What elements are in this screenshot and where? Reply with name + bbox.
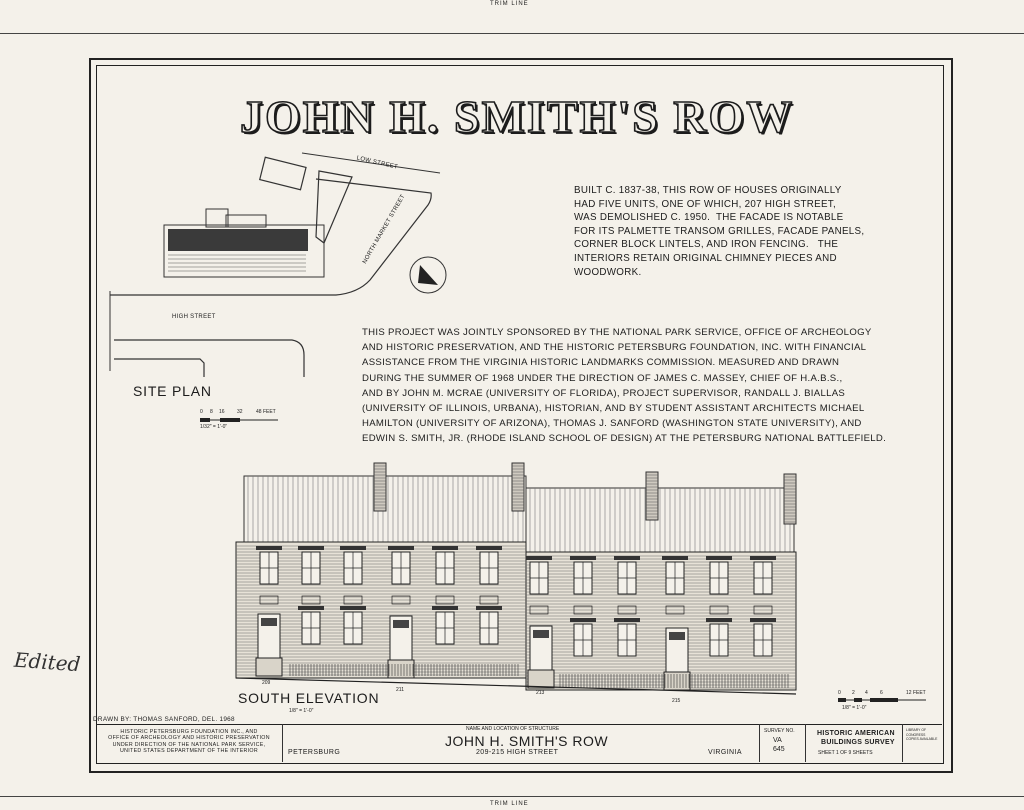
lintel [614, 556, 640, 560]
lintel [256, 546, 282, 550]
site-plan-scale-tick-16: 16 [219, 409, 225, 415]
library-line-1: LIBRARY OF CONGRESS [906, 728, 927, 737]
lintel [614, 618, 640, 622]
sponsor-block [100, 729, 278, 755]
door-steps [528, 670, 554, 688]
city-label: PETERSBURG [288, 749, 341, 756]
unit-number-215: 215 [672, 698, 681, 704]
transom [261, 618, 277, 626]
history-paragraph: BUILT C. 1837-38, THIS ROW OF HOUSES ORIGINALLY HAD FIVE UNITS, ONE OF WHICH, 207 HIGH STREET, WAS DEMOLISHED C. 1950. THE FACADE IS NOTABLE FOR ITS PALMETTE TRANSOM GRILLES, FACADE PANELS, CORNER BLOCK LINTELS, AND IRON FENCING. THE INTERIORS RETAIN ORIGINAL CHIMNEY PIECES AND WOODWORK. [574, 185, 865, 278]
elevation-scale-tick-12: 12 FEET [906, 690, 926, 696]
structure-address: 209-215 HIGH STREET [476, 749, 559, 756]
structure-name: JOHN H. SMITH'S ROW [445, 733, 609, 749]
library-line-2: COPIES AVAILABLE [906, 737, 938, 741]
sponsor-line-1: HISTORIC PETERSBURG FOUNDATION INC., AND [120, 729, 258, 735]
lintel [432, 546, 458, 550]
elevation-scale-bar [838, 697, 928, 705]
survey-no-label: SURVEY NO. [764, 728, 795, 734]
habs-line-1: HISTORIC AMERICAN [817, 730, 895, 737]
south-elevation-drawing [230, 458, 810, 698]
state-label: VIRGINIA [708, 749, 742, 756]
lintel [476, 546, 502, 550]
habs-line-2: BUILDINGS SURVEY [821, 739, 895, 746]
site-plan-scale-tick-8: 8 [210, 409, 213, 415]
elevation-scale-tick-2: 2 [852, 690, 855, 696]
lintel [570, 556, 596, 560]
title-block-divider-4 [902, 724, 903, 762]
trim-line-bottom-rule [0, 796, 1024, 797]
trim-line-top-rule [0, 33, 1024, 34]
drawn-by: DRAWN BY: THOMAS SANFORD, DEL. 1968 [93, 716, 235, 723]
title-block-divider-1 [282, 724, 283, 762]
transom [669, 632, 685, 640]
elevation-scale-tick-0: 0 [838, 690, 841, 696]
elevation-scale-tick-4: 4 [865, 690, 868, 696]
transom [393, 620, 409, 628]
site-plan-scale-tick-48: 48 FEET [256, 409, 276, 415]
door-steps [256, 658, 282, 676]
elevation-scale-tick-6: 6 [880, 690, 883, 696]
trim-line-bottom: TRIM LINE [490, 801, 529, 807]
site-plan-scale-note: 1/32" = 1'-0" [200, 424, 228, 430]
site-plan-scale-tick-0: 0 [200, 409, 203, 415]
sponsor-line-4: UNITED STATES DEPARTMENT OF THE INTERIOR [120, 748, 258, 755]
lintel [340, 546, 366, 550]
sponsor-line-2: OFFICE OF ARCHEOLOGY AND HISTORIC PRESERVATION [108, 735, 270, 742]
title-block-divider-3 [805, 724, 806, 762]
lintel [388, 546, 414, 550]
lintel [476, 606, 502, 610]
north-market-street-label: NORTH MARKET STREET [362, 193, 407, 265]
lintel [706, 556, 732, 560]
lintel [298, 606, 324, 610]
south-elevation-label: SOUTH ELEVATION [238, 690, 380, 706]
high-street-label: HIGH STREET [172, 314, 216, 320]
lintel [340, 606, 366, 610]
survey-no-state: VA [773, 737, 782, 744]
transom [533, 630, 549, 638]
lintel [526, 556, 552, 560]
lintel [432, 606, 458, 610]
name-location-header: NAME AND LOCATION OF STRUCTURE [466, 726, 560, 732]
survey-no-number: 645 [773, 746, 785, 753]
lintel [570, 618, 596, 622]
page-title: JOHN H. SMITH'S ROW [240, 91, 795, 142]
elevation-scale-note: 1/8" = 1'-0" [842, 705, 867, 711]
site-plan-scale-tick-32: 32 [237, 409, 243, 415]
chimney [784, 474, 796, 524]
south-elevation-scale-note: 1/8" = 1'-0" [289, 708, 314, 714]
sponsor-line-3: UNDER DIRECTION OF THE NATIONAL PARK SERVICE, [112, 741, 266, 748]
project-paragraph: THIS PROJECT WAS JOINTLY SPONSORED BY THE NATIONAL PARK SERVICE, OFFICE OF ARCHEOLOGY AND HISTORIC PRESERVATION, AND THE HISTORIC PETERSBURG FOUNDATION, INC. WITH FINANCIAL ASSISTANCE FROM THE VIRGINIA HISTORIC LANDMARKS COMMISSION. MEASURED AND DRAWN DURING THE SUMMER OF 1968 UNDER THE DIRECTION OF JAMES C. MASSEY, CHIEF OF H.A.B.S., AND BY JOHN M. MCRAE (UNIVERSITY OF FLORIDA), PROJECT SUPERVISOR, RANDALL J. BIALLAS (UNIVERSITY OF ILLINOIS, URBANA), HISTORIAN, AND BY STUDENT ASSISTANT ARCHITECTS MICHAEL HAMILTON (UNIVERSITY OF ARIZONA), THOMAS J. SANFORD (WASHINGTON STATE UNIVERSITY), AND EDWIN S. SMITH, JR. (RHODE ISLAND SCHOOL OF DESIGN) AT THE PETERSBURG NATIONAL BATTLEFIELD. [362, 327, 887, 445]
unit-number-211: 211 [396, 687, 404, 693]
lintel [662, 556, 688, 560]
trim-line-top: TRIM LINE [490, 1, 529, 7]
unit-number-209: 209 [262, 680, 271, 686]
low-street-label: LOW STREET [355, 155, 399, 171]
lintel [298, 546, 324, 550]
site-plan-label: SITE PLAN [133, 383, 212, 399]
lintel [706, 618, 732, 622]
title-block-divider-2 [759, 724, 760, 762]
library-note [906, 728, 940, 742]
sheet-info: SHEET 1 OF 9 SHEETS [818, 750, 873, 756]
lintel [750, 556, 776, 560]
title-block-top-rule [96, 724, 942, 725]
lintel [750, 618, 776, 622]
handwritten-note: Edited [13, 647, 82, 677]
unit-number-213: 213 [536, 690, 545, 696]
